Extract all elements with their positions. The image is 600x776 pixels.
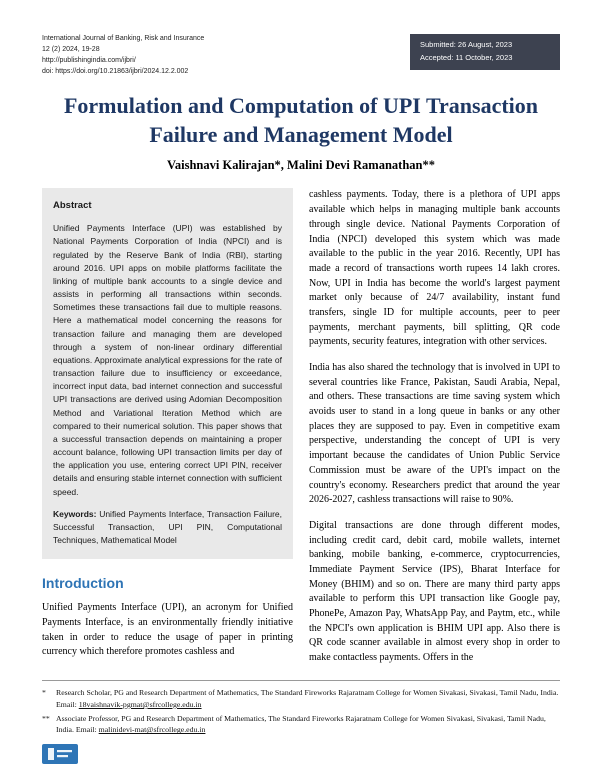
keywords-line <box>53 508 282 548</box>
footnote-body-1: Research Scholar, PG and Research Department of Mathematics, The Standard Fireworks Rajaratnam College for Women Sivakasi, Sivakasi, Tamil Nadu, India. Email: <box>56 688 559 709</box>
abstract-box <box>42 188 293 559</box>
authors-line: Vaishnavi Kalirajan*, Malini Devi Ramanathan** <box>167 158 435 173</box>
keywords-text: Unified Payments Interface, Transaction Failure, Successful Transaction, UPI PIN, Computational Techniques, Mathematical Model <box>53 508 282 546</box>
footnote-email-link-2[interactable]: malinidevi-mat@sfrcollege.edu.in <box>98 725 206 735</box>
footnote-marker-1: * <box>42 688 46 698</box>
accepted-date: Accepted: 11 October, 2023 <box>420 52 513 62</box>
abstract-heading: Abstract <box>53 200 92 212</box>
issue-info: 12 (2) 2024, 19-28 <box>42 45 100 53</box>
footnote-2 <box>42 713 560 736</box>
footnote-body-2: Associate Professor, PG and Research Department of Mathematics, The Standard Fireworks Rajaratnam College for Women Sivakasi, Sivakasi, Tamil Nadu, India. Email: <box>56 713 546 735</box>
page-header <box>42 34 560 77</box>
abstract-text: Unified Payments Interface (UPI) was established by National Payments Corporation of India (NPCI) and is regulated by the Reserve Bank of India (RBI), starting around 2016. UPI apps on mobile platforms facilitate the linking of multiple bank accounts to a single device and assists in performing all transactions within seconds. Sometimes these transactions fail due to multiple reasons. Here a mathematical model concerning the reasons for transaction failure and managing them are developed through a system of non-linear ordinary differential equations. Approximate analytical expressions for the rate of transaction failure due to insufficiency or exceedance, incorrect input data, bad internet connection and successful UPI transactions are derived using Adomian Decomposition Method and Variational Iteration Method which are compared to their numerical solution. This paper shows that a successful transaction depends on maintaining a proper account balance, following UPI transaction limits per day of the application you use, entering correct UPI PIN, receiver details and ensuring stable internet connection with sufficient speed. <box>53 223 282 497</box>
article-title: Formulation and Computation of UPI Transaction Failure and Management Model <box>63 93 539 148</box>
body-paragraph-1: cashless payments. Today, there is a plethora of UPI apps available which helps in managing multiple bank accounts through single device. National Payments Corporation of India (NPCI) developed this system which was made available to the public in the year 2016. Recently, UPI has made a record of transactions worth rupees 14 lakh crores. Now, UPI in India has become the world's largest payment market only because of 24/7 availability, instant fund transfers, single ID for multiple accounts, peer to peer payments, merchant payments, bill splitting, QR code payments, security features, integration with other services. <box>309 189 560 348</box>
footnote-text-1 <box>56 687 560 710</box>
publisher-logo-icon <box>48 748 72 760</box>
footnote-marker-2: ** <box>42 713 50 723</box>
left-column <box>42 188 293 676</box>
body-paragraph-3: Digital transactions are done through different modes, including credit card, debit card, mobile wallets, internet banking, mobile banking, e-commerce, cryptocurrencies, Immediate Payment Service (IPS), Bharat Interface for Money (BHIM) and so on. There are many third party apps available to perform this UPI transaction like Google pay, PhonePe, Amazon Pay, WhatsApp Pay, and Paytm, etc., while the NPCI's own application is BHIM UPI app. Also there is QR code scanner available in almost every shop in order to make contactless payments. Offers in the <box>309 519 560 664</box>
footnote-text-2 <box>56 713 560 736</box>
journal-name: International Journal of Banking, Risk and Insurance <box>42 35 205 42</box>
introduction-paragraph: Unified Payments Interface (UPI), an acronym for Unified Payments Interface, is an environmentally friendly initiative taken in order to reduce the usage of paper in printing currency which therefore promotes cashless and <box>42 602 293 658</box>
body-paragraph-2: India has also shared the technology that is involved in UPI to several countries like France, Pakistan, Saudi Arabia, Nepal, and others. These transactions are time saving system which avoids user to stand in a long queue in banks or any other places they are supposed to pay. Even in competitive exam perspective, understanding the concept of UPI is very important because the candidates of Union Public Service Commission must be aware of the UPI's impact on the country's economy. Researchers predict that around the year 2026-2027, cashless transactions will raise to 90%. <box>309 362 560 506</box>
right-column <box>309 188 560 676</box>
submitted-date: Submitted: 26 August, 2023 <box>420 40 513 49</box>
submission-dates-box <box>410 34 560 70</box>
journal-url-link[interactable]: http://publishingindia.com/ijbri/ <box>42 56 136 64</box>
footnote-1 <box>42 687 560 710</box>
keywords-label: Keywords: <box>53 508 97 519</box>
section-heading-introduction: Introduction <box>42 575 124 592</box>
two-column-body <box>42 188 560 676</box>
publisher-logo-badge <box>42 744 78 764</box>
publication-info <box>42 34 204 77</box>
footnote-email-link-1[interactable]: 18vaishnavik-pgmat@sfrcollege.edu.in <box>78 699 202 709</box>
doi-link[interactable]: doi: https://doi.org/10.21863/ijbri/2024.12.2.002 <box>42 67 189 75</box>
page-footer <box>42 680 560 764</box>
footnote-separator <box>42 680 560 681</box>
